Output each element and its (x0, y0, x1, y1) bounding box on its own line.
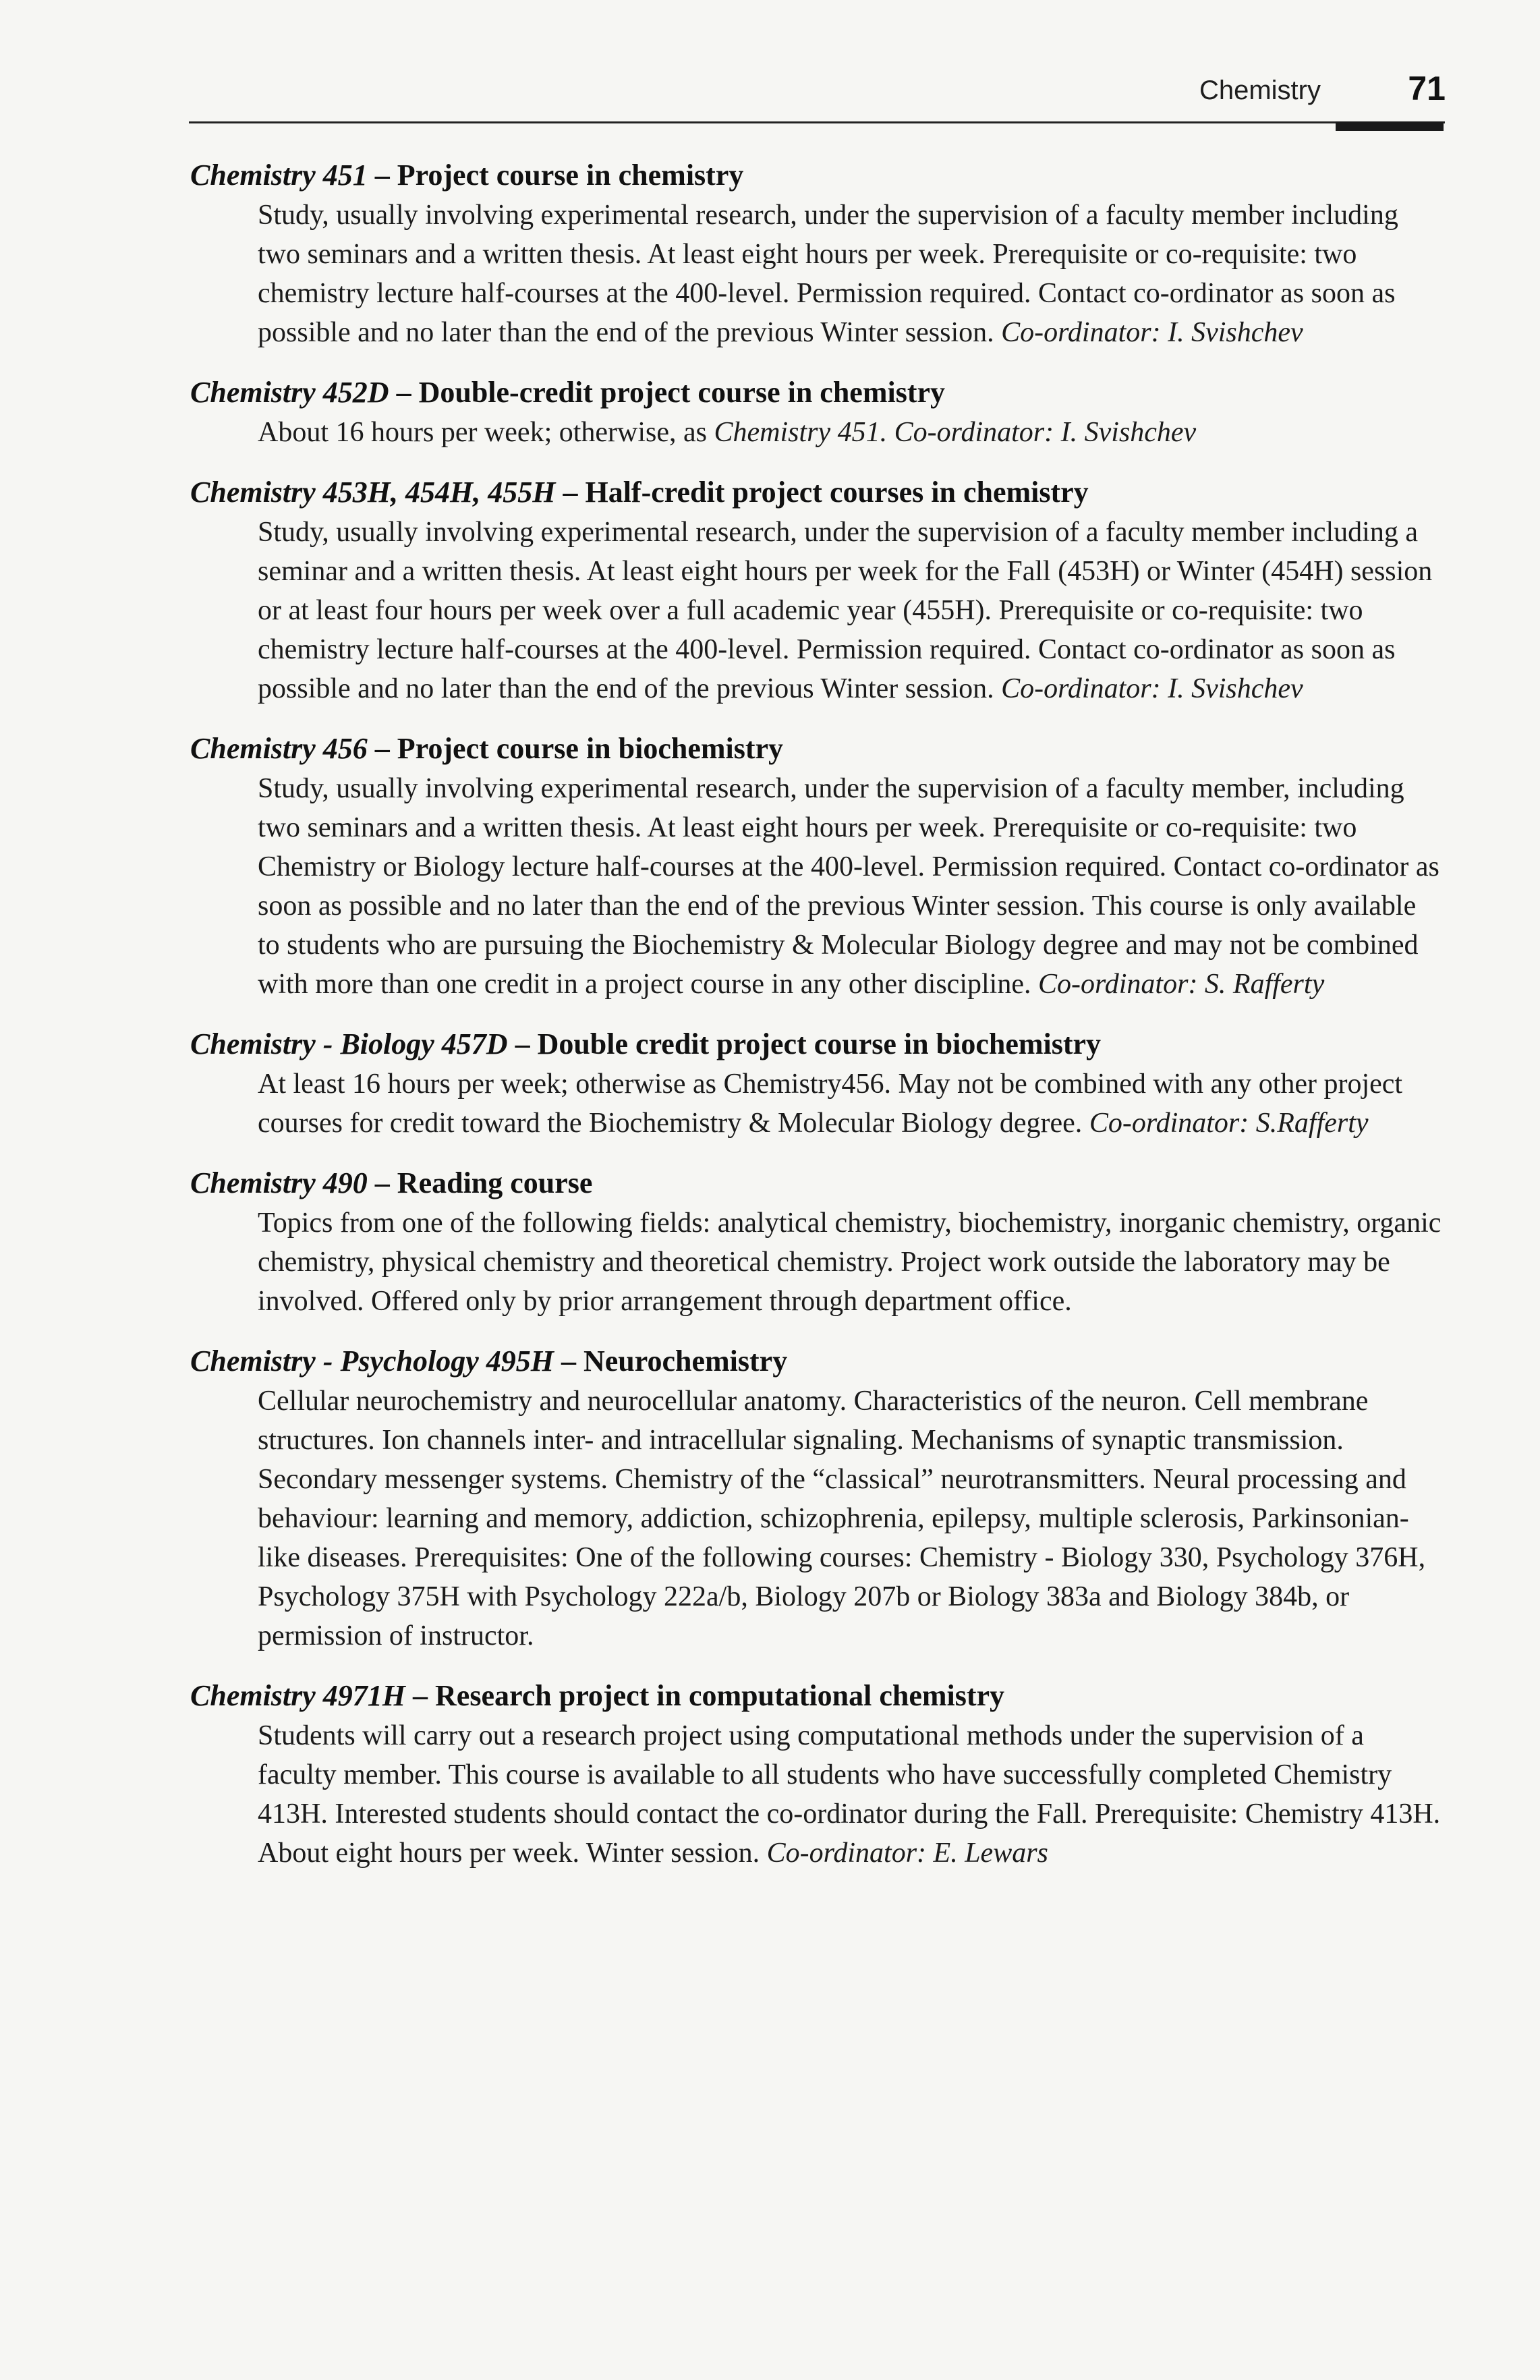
course-entry (190, 729, 1445, 1004)
course-coordinator: Co-ordinator: I. Svishchev (1001, 317, 1303, 348)
course-description-text: Study, usually involving experimental research, under the supervision of a faculty member including a seminar and a written thesis. At least eight hours per week for the Fall (453H) or Winter (454H) session or at least four hours per week over a full academic year (455H). Prerequisite or co-requisite: two chemistry lecture half-courses at the 400-level. Permission required. Contact co-ordinator as soon as possible and no later than the end of the previous Winter session. (258, 517, 1433, 704)
course-entry (190, 1676, 1445, 1873)
course-description (258, 196, 1445, 352)
course-heading: Chemistry 451 – Project course in chemistry (190, 159, 744, 192)
course-description-text: At least 16 hours per week; otherwise as Chemistry456. May not be combined with any other project courses for credit toward the Biochemistry & Molecular Biology degree. (258, 1069, 1403, 1139)
course-code: Chemistry 452D (190, 376, 389, 409)
course-heading: Chemistry 456 – Project course in biochemistry (190, 732, 784, 765)
course-entry (190, 1024, 1445, 1143)
course-entry (190, 1163, 1445, 1321)
course-title: Neurochemistry (583, 1344, 788, 1378)
course-heading: Chemistry 490 – Reading course (190, 1166, 593, 1199)
course-code: Chemistry - Biology 457D (190, 1027, 508, 1060)
course-code: Chemistry - Psychology 495H (190, 1344, 554, 1378)
course-title: Research project in computational chemistry (435, 1679, 1005, 1712)
course-title: Double-credit project course in chemistry (418, 376, 945, 409)
course-coordinator: Co-ordinator: I. Svishchev (1001, 673, 1303, 704)
course-description-text: Study, usually involving experimental research, under the supervision of a faculty member, including two seminars and a written thesis. At least eight hours per week. Prerequisite or co-requisite: two Chemistry or Biology lecture half-courses at the 400-level. Permission required. Contact co-ordinator as soon as possible and no later than the end of the previous Winter session. This course is only available to students who are pursuing the Biochemistry & Molecular Biology degree and may not be combined with more than one credit in a project course in any other discipline. (258, 773, 1439, 1000)
course-entry (190, 372, 1445, 452)
course-heading: Chemistry - Psychology 495H – Neurochemistry (190, 1344, 788, 1378)
course-code: Chemistry 451 (190, 159, 368, 192)
course-reference: Chemistry 451. (714, 417, 888, 448)
course-entry (190, 1341, 1445, 1655)
page-number: 71 (1408, 69, 1446, 107)
course-code: Chemistry 4971H (190, 1679, 406, 1712)
header-rule-tab (1336, 121, 1444, 131)
course-description-text: Study, usually involving experimental research, under the supervision of a faculty member including two seminars and a written thesis. At least eight hours per week. Prerequisite or co-requisite: two chemistry lecture half-courses at the 400-level. Permission required. Contact co-ordinator as soon as possible and no later than the end of the previous Winter session. (258, 200, 1398, 348)
course-description (258, 1203, 1445, 1321)
course-coordinator: Co-ordinator: S.Rafferty (1089, 1108, 1369, 1139)
course-description (258, 513, 1445, 708)
course-heading: Chemistry 4971H – Research project in computational chemistry (190, 1679, 1005, 1712)
course-entry (190, 472, 1445, 708)
course-description (258, 1382, 1445, 1655)
course-heading: Chemistry 452D – Double-credit project course in chemistry (190, 376, 945, 409)
course-description (258, 413, 1445, 452)
course-coordinator: Co-ordinator: S. Rafferty (1037, 969, 1325, 1000)
course-heading: Chemistry - Biology 457D – Double credit project course in biochemistry (190, 1027, 1102, 1060)
course-code: Chemistry 456 (190, 732, 368, 765)
header-rule (189, 121, 1445, 123)
course-title: Double credit project course in biochemistry (537, 1027, 1102, 1060)
course-title: Reading course (397, 1166, 593, 1199)
course-description (258, 1716, 1445, 1873)
course-title: Project course in chemistry (397, 159, 744, 192)
course-description (258, 769, 1445, 1004)
course-list (190, 155, 1445, 1893)
page-header (189, 67, 1446, 121)
course-entry (190, 155, 1445, 352)
course-description-text: Cellular neurochemistry and neurocellular anatomy. Characteristics of the neuron. Cell membrane structures. Ion channels inter- and intracellular signaling. Mechanisms of synaptic transmission. Secondary messenger systems. Chemistry of the “classical” neurotransmitters. Neural processing and behaviour: learning and memory, addiction, schizophrenia, epilepsy, multiple sclerosis, Parkinsonian-like diseases. Prerequisites: One of the following courses: Chemistry - Biology 330, Psychology 376H, Psychology 375H with Psychology 222a/b, Biology 207b or Biology 383a and Biology 384b, or permission of instructor. (258, 1386, 1426, 1651)
course-description-text: Topics from one of the following fields: analytical chemistry, biochemistry, inorganic chemistry, organic chemistry, physical chemistry and theoretical chemistry. Project work outside the laboratory may be involved. Offered only by prior arrangement through department office. (258, 1208, 1442, 1317)
course-title: Half-credit project courses in chemistry (585, 476, 1089, 509)
course-description-text: Students will carry out a research project using computational methods under the supervision of a faculty member. This course is available to all students who have successfully completed Chemistry 413H. Interested students should contact the co-ordinator during the Fall. Prerequisite: Chemistry 413H. About eight hours per week. Winter session. (258, 1720, 1441, 1869)
course-description-text: About 16 hours per week; otherwise, as (258, 417, 708, 448)
course-heading: Chemistry 453H, 454H, 455H – Half-credit project courses in chemistry (190, 476, 1089, 509)
course-coordinator: Co-ordinator: E. Lewars (766, 1838, 1048, 1869)
course-title: Project course in biochemistry (397, 732, 784, 765)
running-head-section: Chemistry (1199, 76, 1321, 105)
course-description (258, 1065, 1445, 1143)
course-code: Chemistry 490 (190, 1166, 368, 1199)
course-code: Chemistry 453H, 454H, 455H (190, 476, 556, 509)
course-coordinator: Co-ordinator: I. Svishchev (894, 417, 1197, 448)
